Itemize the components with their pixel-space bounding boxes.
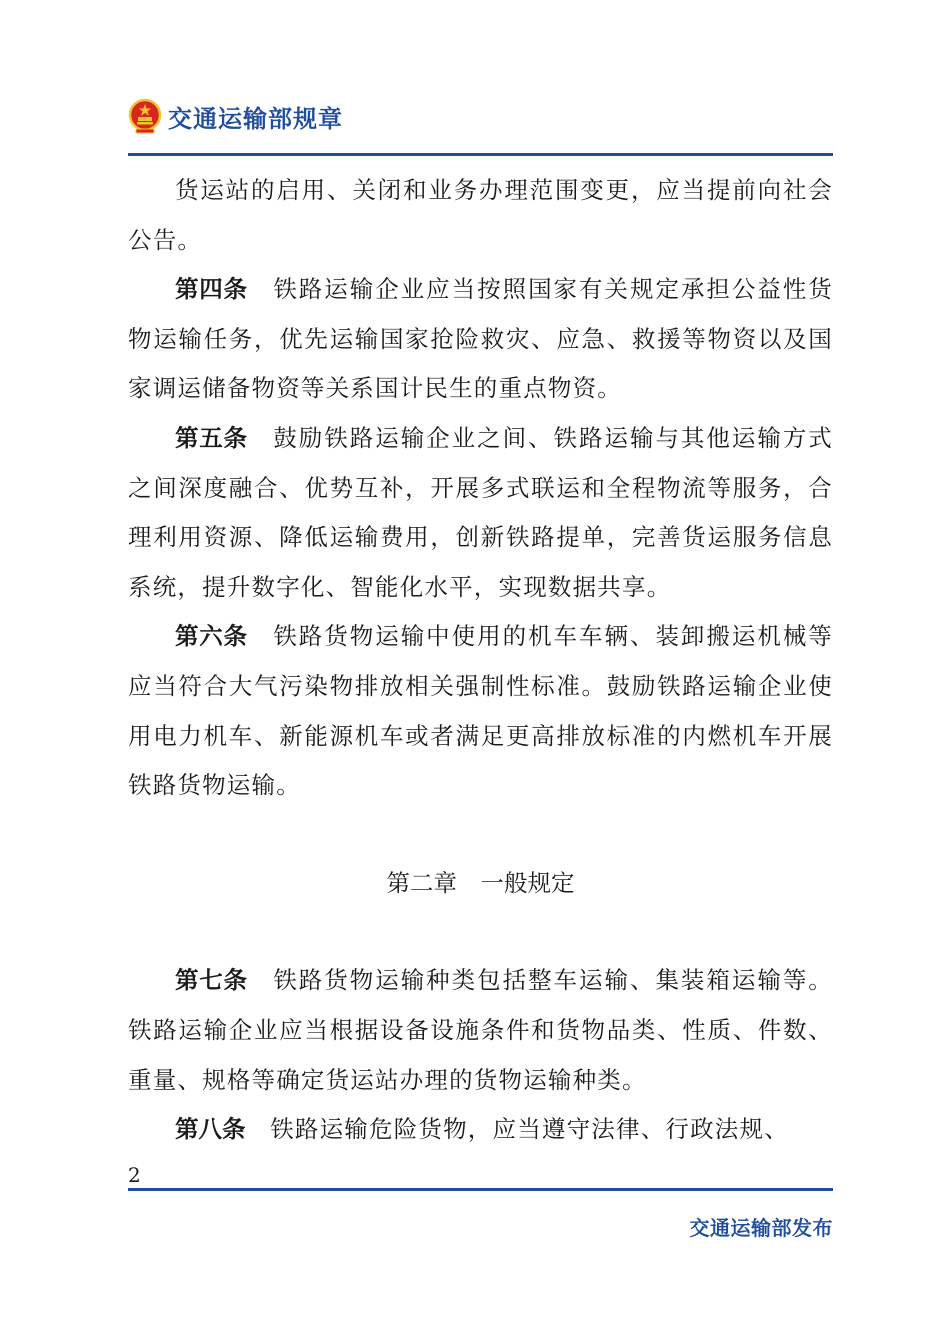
article-text: 铁路运输危险货物，应当遵守法律、行政法规、 (270, 1115, 789, 1144)
article-heading: 第六条 (175, 622, 248, 651)
article-4 (128, 265, 833, 414)
article-heading: 第四条 (175, 275, 248, 304)
header-title: 交通运输部规章 (168, 104, 343, 133)
chapter-title: 第二章 一般规定 (386, 868, 575, 897)
article-7 (128, 956, 833, 1105)
footer-divider (128, 1188, 833, 1191)
article-text: 铁路货物运输中使用的机车车辆、装卸搬运机械等应当符合大气污染物排放相关强制性标准。鼓励铁路运输企业使用电力机车、新能源机车或者满足更高排放标准的内燃机车开展铁路货物运输。 (128, 622, 833, 800)
paragraph-text: 货运站的启用、关闭和业务办理范围变更，应当提前向社会公告。 (128, 176, 833, 254)
page-header (128, 96, 343, 136)
article-6 (128, 612, 833, 810)
article-heading: 第八条 (175, 1115, 246, 1144)
article-text: 铁路货物运输种类包括整车运输、集装箱运输等。铁路运输企业应当根据设备设施条件和货物品类、性质、件数、重量、规格等确定货运站办理的货物运输种类。 (128, 966, 833, 1094)
document-body (128, 166, 833, 1155)
national-emblem-icon (128, 98, 162, 134)
article-heading: 第七条 (175, 966, 248, 995)
header-divider (128, 153, 833, 156)
article-text: 鼓励铁路运输企业之间、铁路运输与其他运输方式之间深度融合、优势互补，开展多式联运和全程物流等服务，合理利用资源、降低运输费用，创新铁路提单，完善货运服务信息系统，提升数字化、智能化水平，实现数据共享。 (128, 423, 833, 601)
article-text: 铁路运输企业应当按照国家有关规定承担公益性货物运输任务，优先运输国家抢险救灾、应急、救援等物资以及国家调运储备物资等关系国计民生的重点物资。 (128, 275, 833, 403)
footer-publisher: 交通运输部发布 (689, 1216, 833, 1240)
page-number: 2 (128, 1163, 141, 1187)
paragraph (128, 166, 833, 265)
article-5 (128, 414, 833, 612)
article-heading: 第五条 (175, 423, 248, 452)
article-8 (128, 1105, 833, 1155)
